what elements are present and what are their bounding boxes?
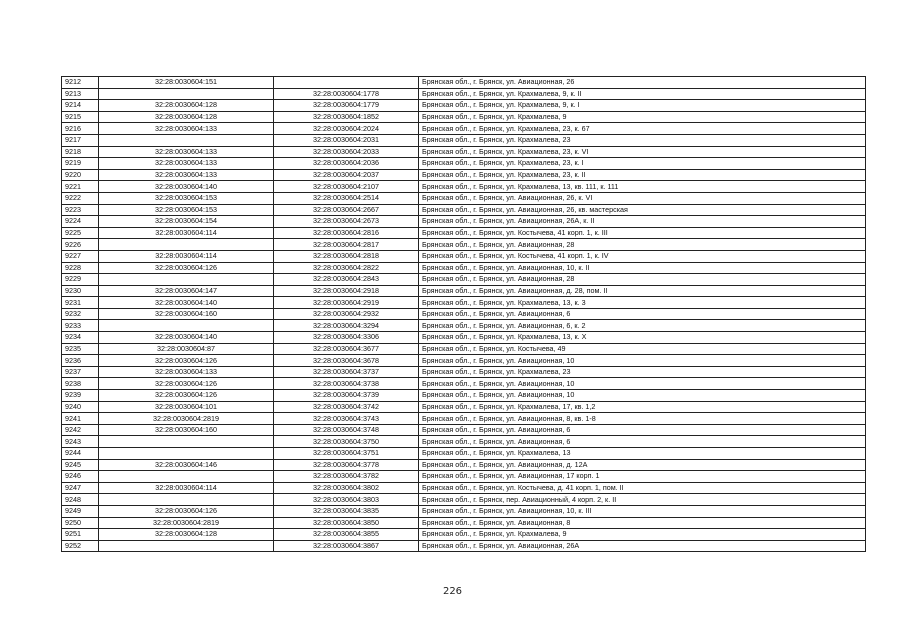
table-row — [62, 88, 866, 100]
cadastral-number-cell: 32:28:0030604:1778 — [274, 88, 419, 100]
address-cell: Брянская обл., г. Брянск, ул. Крахмалева, 23 — [419, 134, 866, 146]
address-cell: Брянская обл., г. Брянск, ул. Авиационная, 6, к. 2 — [419, 320, 866, 332]
address-cell: Брянская обл., г. Брянск, ул. Крахмалева, 23, к. VI — [419, 146, 866, 158]
table-row — [62, 413, 866, 425]
address-cell: Брянская обл., г. Брянск, ул. Крахмалева, 13, кв. 111, к. 111 — [419, 181, 866, 193]
table-row — [62, 111, 866, 123]
table-row — [62, 134, 866, 146]
cadastral-number-cell: 32:28:0030604:3737 — [274, 366, 419, 378]
parent-cadastral-number-cell — [99, 88, 274, 100]
row-number-cell: 9244 — [62, 448, 99, 460]
cadastral-number-cell: 32:28:0030604:2918 — [274, 285, 419, 297]
parent-cadastral-number-cell: 32:28:0030604:2819 — [99, 413, 274, 425]
address-cell: Брянская обл., г. Брянск, ул. Авиационная, 28 — [419, 274, 866, 286]
row-number-cell: 9243 — [62, 436, 99, 448]
table-row — [62, 540, 866, 552]
table-row — [62, 343, 866, 355]
cadastral-number-cell: 32:28:0030604:3738 — [274, 378, 419, 390]
table-row — [62, 436, 866, 448]
parent-cadastral-number-cell: 32:28:0030604:2819 — [99, 517, 274, 529]
cadastral-number-cell: 32:28:0030604:3850 — [274, 517, 419, 529]
parent-cadastral-number-cell — [99, 436, 274, 448]
row-number-cell: 9249 — [62, 505, 99, 517]
address-cell: Брянская обл., г. Брянск, ул. Авиационная, 10, к. II — [419, 262, 866, 274]
table-row — [62, 158, 866, 170]
address-cell: Брянская обл., г. Брянск, ул. Крахмалева, 23, к. II — [419, 169, 866, 181]
parent-cadastral-number-cell: 32:28:0030604:128 — [99, 529, 274, 541]
table-row — [62, 482, 866, 494]
address-cell: Брянская обл., г. Брянск, ул. Крахмалева, 13, к. X — [419, 332, 866, 344]
cadastral-number-cell: 32:28:0030604:3306 — [274, 332, 419, 344]
row-number-cell: 9238 — [62, 378, 99, 390]
row-number-cell: 9252 — [62, 540, 99, 552]
cadastral-number-cell: 32:28:0030604:2024 — [274, 123, 419, 135]
row-number-cell: 9218 — [62, 146, 99, 158]
address-cell: Брянская обл., г. Брянск, ул. Авиационная, 10 — [419, 355, 866, 367]
cadastral-number-cell: 32:28:0030604:3782 — [274, 471, 419, 483]
cadastral-number-cell: 32:28:0030604:2843 — [274, 274, 419, 286]
cadastral-number-cell: 32:28:0030604:3867 — [274, 540, 419, 552]
table-row — [62, 494, 866, 506]
address-cell: Брянская обл., г. Брянск, ул. Костычева, 41 корп. 1, к. III — [419, 227, 866, 239]
row-number-cell: 9239 — [62, 390, 99, 402]
table-row — [62, 123, 866, 135]
address-cell: Брянская обл., г. Брянск, ул. Авиационная, 26, кв. мастерская — [419, 204, 866, 216]
row-number-cell: 9222 — [62, 192, 99, 204]
row-number-cell: 9232 — [62, 308, 99, 320]
cadastral-number-cell: 32:28:0030604:3835 — [274, 505, 419, 517]
parent-cadastral-number-cell: 32:28:0030604:87 — [99, 343, 274, 355]
table-row — [62, 192, 866, 204]
row-number-cell: 9221 — [62, 181, 99, 193]
address-cell: Брянская обл., г. Брянск, ул. Авиационная, 26 — [419, 77, 866, 89]
parent-cadastral-number-cell: 32:28:0030604:140 — [99, 297, 274, 309]
parent-cadastral-number-cell — [99, 239, 274, 251]
row-number-cell: 9231 — [62, 297, 99, 309]
parent-cadastral-number-cell: 32:28:0030604:151 — [99, 77, 274, 89]
address-cell: Брянская обл., г. Брянск, ул. Авиационная, 17 корп. 1 — [419, 471, 866, 483]
row-number-cell: 9223 — [62, 204, 99, 216]
address-cell: Брянская обл., г. Брянск, ул. Авиационная, 10, к. III — [419, 505, 866, 517]
cadastral-number-cell: 32:28:0030604:2033 — [274, 146, 419, 158]
table-row — [62, 308, 866, 320]
address-cell: Брянская обл., г. Брянск, ул. Авиационная, д. 28, пом. II — [419, 285, 866, 297]
table-row — [62, 471, 866, 483]
parent-cadastral-number-cell: 32:28:0030604:153 — [99, 192, 274, 204]
row-number-cell: 9226 — [62, 239, 99, 251]
parent-cadastral-number-cell — [99, 274, 274, 286]
table-row — [62, 181, 866, 193]
cadastral-number-cell: 32:28:0030604:2818 — [274, 250, 419, 262]
parent-cadastral-number-cell: 32:28:0030604:114 — [99, 227, 274, 239]
parent-cadastral-number-cell — [99, 471, 274, 483]
table-row — [62, 239, 866, 251]
registry-table-body — [62, 77, 866, 552]
address-cell: Брянская обл., г. Брянск, ул. Костычева, 49 — [419, 343, 866, 355]
address-cell: Брянская обл., г. Брянск, ул. Крахмалева, 23 — [419, 366, 866, 378]
row-number-cell: 9219 — [62, 158, 99, 170]
cadastral-number-cell: 32:28:0030604:2822 — [274, 262, 419, 274]
table-row — [62, 401, 866, 413]
address-cell: Брянская обл., г. Брянск, пер. Авиационный, 4 корп. 2, к. II — [419, 494, 866, 506]
address-cell: Брянская обл., г. Брянск, ул. Костычева, д. 41 корп. 1, пом. II — [419, 482, 866, 494]
parent-cadastral-number-cell: 32:28:0030604:133 — [99, 169, 274, 181]
cadastral-number-cell: 32:28:0030604:3803 — [274, 494, 419, 506]
parent-cadastral-number-cell: 32:28:0030604:146 — [99, 459, 274, 471]
cadastral-number-cell: 32:28:0030604:2107 — [274, 181, 419, 193]
row-number-cell: 9213 — [62, 88, 99, 100]
address-cell: Брянская обл., г. Брянск, ул. Крахмалева, 9 — [419, 529, 866, 541]
address-cell: Брянская обл., г. Брянск, ул. Крахмалева, 17, кв. 1,2 — [419, 401, 866, 413]
row-number-cell: 9212 — [62, 77, 99, 89]
row-number-cell: 9236 — [62, 355, 99, 367]
row-number-cell: 9240 — [62, 401, 99, 413]
row-number-cell: 9237 — [62, 366, 99, 378]
row-number-cell: 9220 — [62, 169, 99, 181]
cadastral-number-cell: 32:28:0030604:3678 — [274, 355, 419, 367]
address-cell: Брянская обл., г. Брянск, ул. Авиационная, д. 12А — [419, 459, 866, 471]
cadastral-number-cell: 32:28:0030604:2037 — [274, 169, 419, 181]
address-cell: Брянская обл., г. Брянск, ул. Авиационная, 26А, к. II — [419, 216, 866, 228]
address-cell: Брянская обл., г. Брянск, ул. Авиационная, 6 — [419, 436, 866, 448]
cadastral-number-cell: 32:28:0030604:2919 — [274, 297, 419, 309]
cadastral-number-cell: 32:28:0030604:3802 — [274, 482, 419, 494]
parent-cadastral-number-cell: 32:28:0030604:140 — [99, 332, 274, 344]
address-cell: Брянская обл., г. Брянск, ул. Костычева, 41 корп. 1, к. IV — [419, 250, 866, 262]
parent-cadastral-number-cell — [99, 494, 274, 506]
parent-cadastral-number-cell: 32:28:0030604:140 — [99, 181, 274, 193]
parent-cadastral-number-cell: 32:28:0030604:133 — [99, 158, 274, 170]
cadastral-number-cell: 32:28:0030604:1852 — [274, 111, 419, 123]
cadastral-number-cell: 32:28:0030604:3677 — [274, 343, 419, 355]
address-cell: Брянская обл., г. Брянск, ул. Авиационная, 28 — [419, 239, 866, 251]
row-number-cell: 9234 — [62, 332, 99, 344]
cadastral-number-cell: 32:28:0030604:3855 — [274, 529, 419, 541]
address-cell: Брянская обл., г. Брянск, ул. Крахмалева, 9, к. II — [419, 88, 866, 100]
row-number-cell: 9216 — [62, 123, 99, 135]
row-number-cell: 9229 — [62, 274, 99, 286]
row-number-cell: 9230 — [62, 285, 99, 297]
parent-cadastral-number-cell: 32:28:0030604:126 — [99, 262, 274, 274]
address-cell: Брянская обл., г. Брянск, ул. Авиационная, 10 — [419, 390, 866, 402]
table-row — [62, 250, 866, 262]
row-number-cell: 9242 — [62, 424, 99, 436]
parent-cadastral-number-cell: 32:28:0030604:160 — [99, 308, 274, 320]
table-row — [62, 390, 866, 402]
table-row — [62, 459, 866, 471]
cadastral-number-cell: 32:28:0030604:2673 — [274, 216, 419, 228]
row-number-cell: 9225 — [62, 227, 99, 239]
table-row — [62, 378, 866, 390]
cadastral-number-cell: 32:28:0030604:3751 — [274, 448, 419, 460]
cadastral-number-cell: 32:28:0030604:2816 — [274, 227, 419, 239]
address-cell: Брянская обл., г. Брянск, ул. Авиационная, 10 — [419, 378, 866, 390]
row-number-cell: 9227 — [62, 250, 99, 262]
cadastral-number-cell: 32:28:0030604:3748 — [274, 424, 419, 436]
cadastral-number-cell: 32:28:0030604:3778 — [274, 459, 419, 471]
table-row — [62, 204, 866, 216]
address-cell: Брянская обл., г. Брянск, ул. Крахмалева, 9, к. I — [419, 100, 866, 112]
cadastral-number-cell: 32:28:0030604:3750 — [274, 436, 419, 448]
row-number-cell: 9248 — [62, 494, 99, 506]
address-cell: Брянская обл., г. Брянск, ул. Крахмалева, 13, к. 3 — [419, 297, 866, 309]
cadastral-number-cell: 32:28:0030604:2031 — [274, 134, 419, 146]
parent-cadastral-number-cell — [99, 540, 274, 552]
row-number-cell: 9245 — [62, 459, 99, 471]
row-number-cell: 9247 — [62, 482, 99, 494]
row-number-cell: 9251 — [62, 529, 99, 541]
parent-cadastral-number-cell: 32:28:0030604:128 — [99, 111, 274, 123]
table-row — [62, 332, 866, 344]
table-row — [62, 355, 866, 367]
table-row — [62, 448, 866, 460]
parent-cadastral-number-cell: 32:28:0030604:160 — [99, 424, 274, 436]
registry-table — [61, 76, 866, 552]
cadastral-number-cell: 32:28:0030604:1779 — [274, 100, 419, 112]
table-row — [62, 424, 866, 436]
parent-cadastral-number-cell: 32:28:0030604:133 — [99, 366, 274, 378]
row-number-cell: 9224 — [62, 216, 99, 228]
row-number-cell: 9215 — [62, 111, 99, 123]
cadastral-number-cell: 32:28:0030604:3739 — [274, 390, 419, 402]
parent-cadastral-number-cell: 32:28:0030604:114 — [99, 250, 274, 262]
parent-cadastral-number-cell: 32:28:0030604:154 — [99, 216, 274, 228]
table-row — [62, 366, 866, 378]
cadastral-number-cell: 32:28:0030604:2667 — [274, 204, 419, 216]
table-row — [62, 285, 866, 297]
cadastral-number-cell: 32:28:0030604:3742 — [274, 401, 419, 413]
table-row — [62, 77, 866, 89]
parent-cadastral-number-cell: 32:28:0030604:126 — [99, 378, 274, 390]
parent-cadastral-number-cell — [99, 134, 274, 146]
cadastral-number-cell: 32:28:0030604:2932 — [274, 308, 419, 320]
table-row — [62, 146, 866, 158]
parent-cadastral-number-cell: 32:28:0030604:114 — [99, 482, 274, 494]
address-cell: Брянская обл., г. Брянск, ул. Авиационная, 8 — [419, 517, 866, 529]
address-cell: Брянская обл., г. Брянск, ул. Авиационная, 6 — [419, 308, 866, 320]
parent-cadastral-number-cell: 32:28:0030604:126 — [99, 505, 274, 517]
row-number-cell: 9214 — [62, 100, 99, 112]
table-row — [62, 274, 866, 286]
parent-cadastral-number-cell — [99, 320, 274, 332]
page-number: 226 — [442, 586, 463, 597]
parent-cadastral-number-cell: 32:28:0030604:153 — [99, 204, 274, 216]
row-number-cell: 9241 — [62, 413, 99, 425]
table-row — [62, 297, 866, 309]
address-cell: Брянская обл., г. Брянск, ул. Крахмалева, 9 — [419, 111, 866, 123]
address-cell: Брянская обл., г. Брянск, ул. Авиационная, 8, кв. 1-8 — [419, 413, 866, 425]
parent-cadastral-number-cell: 32:28:0030604:126 — [99, 355, 274, 367]
cadastral-number-cell: 32:28:0030604:3743 — [274, 413, 419, 425]
row-number-cell: 9235 — [62, 343, 99, 355]
cadastral-number-cell — [274, 77, 419, 89]
parent-cadastral-number-cell: 32:28:0030604:101 — [99, 401, 274, 413]
table-row — [62, 517, 866, 529]
address-cell: Брянская обл., г. Брянск, ул. Авиационная, 6 — [419, 424, 866, 436]
row-number-cell: 9250 — [62, 517, 99, 529]
table-row — [62, 100, 866, 112]
address-cell: Брянская обл., г. Брянск, ул. Крахмалева, 23, к. I — [419, 158, 866, 170]
parent-cadastral-number-cell: 32:28:0030604:133 — [99, 123, 274, 135]
table-row — [62, 505, 866, 517]
table-row — [62, 216, 866, 228]
address-cell: Брянская обл., г. Брянск, ул. Авиационная, 26, к. VI — [419, 192, 866, 204]
table-row — [62, 169, 866, 181]
row-number-cell: 9246 — [62, 471, 99, 483]
address-cell: Брянская обл., г. Брянск, ул. Крахмалева, 23, к. 67 — [419, 123, 866, 135]
address-cell: Брянская обл., г. Брянск, ул. Крахмалева, 13 — [419, 448, 866, 460]
cadastral-number-cell: 32:28:0030604:2817 — [274, 239, 419, 251]
cadastral-number-cell: 32:28:0030604:2514 — [274, 192, 419, 204]
parent-cadastral-number-cell — [99, 448, 274, 460]
cadastral-number-cell: 32:28:0030604:2036 — [274, 158, 419, 170]
row-number-cell: 9228 — [62, 262, 99, 274]
address-cell: Брянская обл., г. Брянск, ул. Авиационная, 26А — [419, 540, 866, 552]
row-number-cell: 9233 — [62, 320, 99, 332]
cadastral-number-cell: 32:28:0030604:3294 — [274, 320, 419, 332]
table-row — [62, 227, 866, 239]
row-number-cell: 9217 — [62, 134, 99, 146]
table-row — [62, 262, 866, 274]
table-row — [62, 320, 866, 332]
parent-cadastral-number-cell: 32:28:0030604:133 — [99, 146, 274, 158]
parent-cadastral-number-cell: 32:28:0030604:126 — [99, 390, 274, 402]
table-row — [62, 529, 866, 541]
parent-cadastral-number-cell: 32:28:0030604:128 — [99, 100, 274, 112]
parent-cadastral-number-cell: 32:28:0030604:147 — [99, 285, 274, 297]
